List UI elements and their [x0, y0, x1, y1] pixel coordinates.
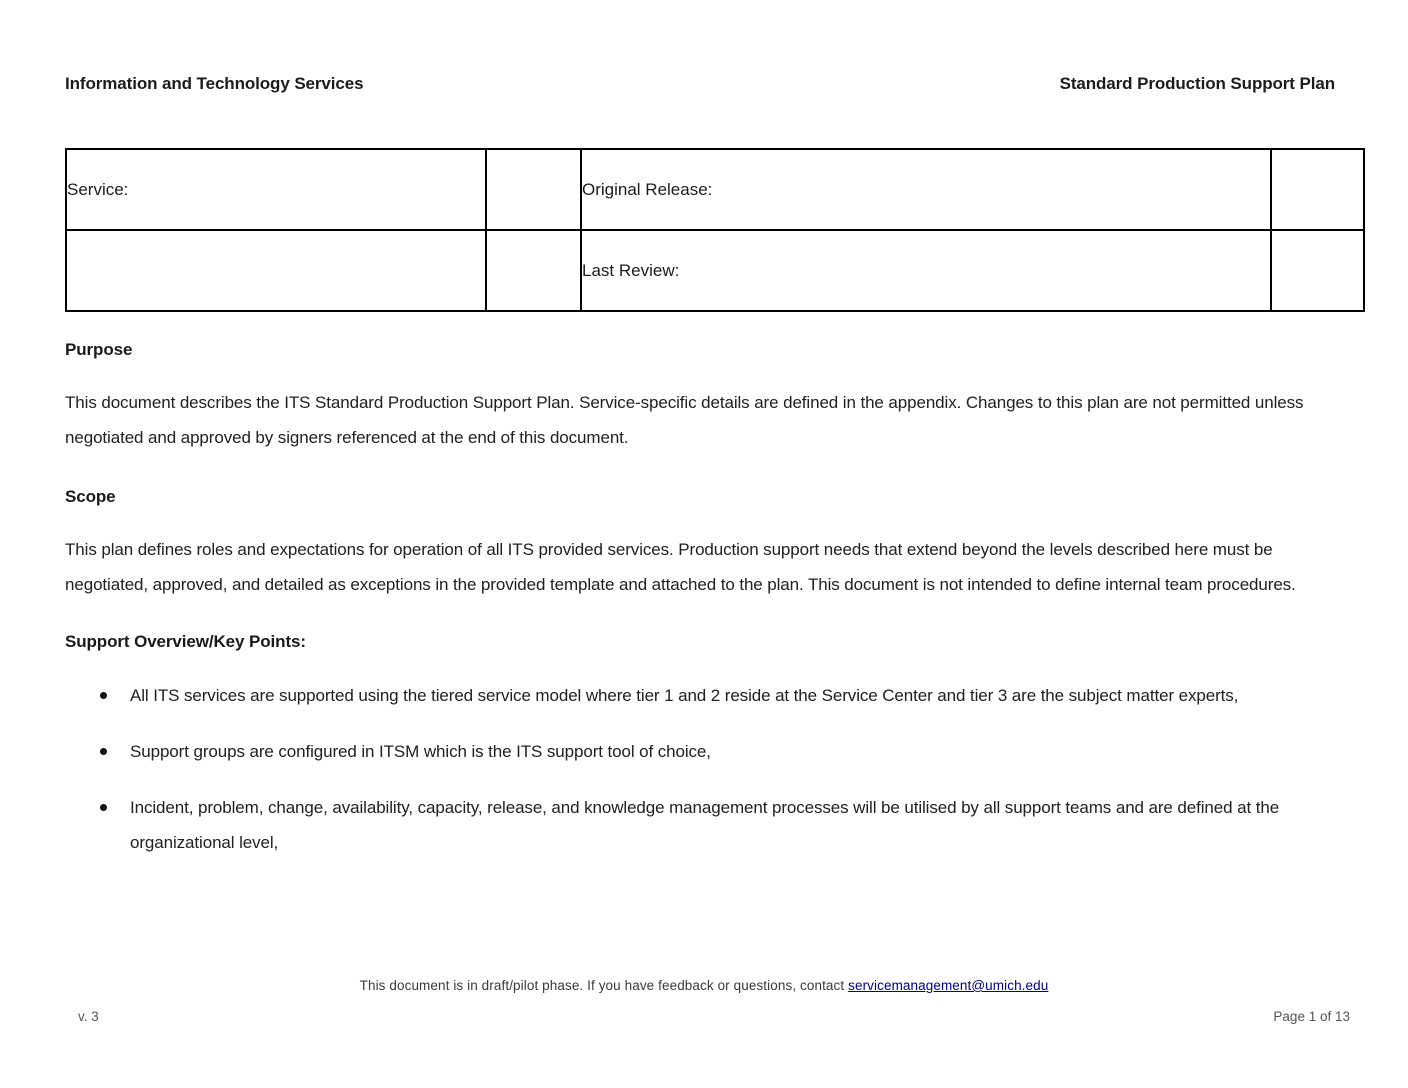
original-release-value-cell: [1271, 149, 1364, 230]
footer-email-link[interactable]: servicemanagement@umich.edu: [848, 978, 1049, 993]
page-indicator: Page 1 of 13: [1273, 1009, 1350, 1024]
header-left-title: Information and Technology Services: [65, 74, 364, 93]
service-value-cell: [486, 149, 581, 230]
list-item: Support groups are configured in ITSM which is the ITS support tool of choice,: [65, 734, 1350, 769]
document-content: [65, 0, 1363, 860]
service-label-cell: Service:: [66, 149, 486, 230]
document-header: [65, 74, 1363, 94]
header-right-title: Standard Production Support Plan: [1059, 74, 1335, 93]
last-review-value-cell: [1271, 230, 1364, 311]
purpose-heading: Purpose: [65, 340, 133, 359]
service-empty-cell: [66, 230, 486, 311]
footer-notice-text: This document is in draft/pilot phase. If you have feedback or questions, contact: [359, 978, 849, 993]
table-row: [66, 149, 1364, 230]
key-points-heading: Support Overview/Key Points:: [65, 632, 306, 651]
scope-heading: Scope: [65, 487, 116, 506]
key-points-list: [65, 678, 1350, 860]
last-review-label-cell: Last Review:: [581, 230, 1271, 311]
empty-cell: [486, 230, 581, 311]
list-item: Incident, problem, change, availability, capacity, release, and knowledge management processes will be utilised by all support teams and are defined at the organizational level,: [65, 790, 1350, 860]
original-release-label-cell: Original Release:: [581, 149, 1271, 230]
scope-paragraph: This plan defines roles and expectations for operation of all ITS provided services. Production support needs that extend beyond the levels described here must be negotiated, approved, and detailed as exceptions in the provided template and attached to the plan. This document is not intended to define internal team procedures.: [65, 540, 1296, 594]
purpose-paragraph: This document describes the ITS Standard Production Support Plan. Service-specific details are defined in the appendix. Changes to this plan are not permitted unless negotiated and approved by signers referenced at the end of this document.: [65, 393, 1304, 447]
service-info-table: [65, 148, 1365, 312]
table-row: [66, 230, 1364, 311]
list-item: All ITS services are supported using the tiered service model where tier 1 and 2 reside at the Service Center and tier 3 are the subject matter experts,: [65, 678, 1350, 713]
footer-notice: [0, 978, 1408, 993]
version-label: v. 3: [78, 1009, 99, 1024]
